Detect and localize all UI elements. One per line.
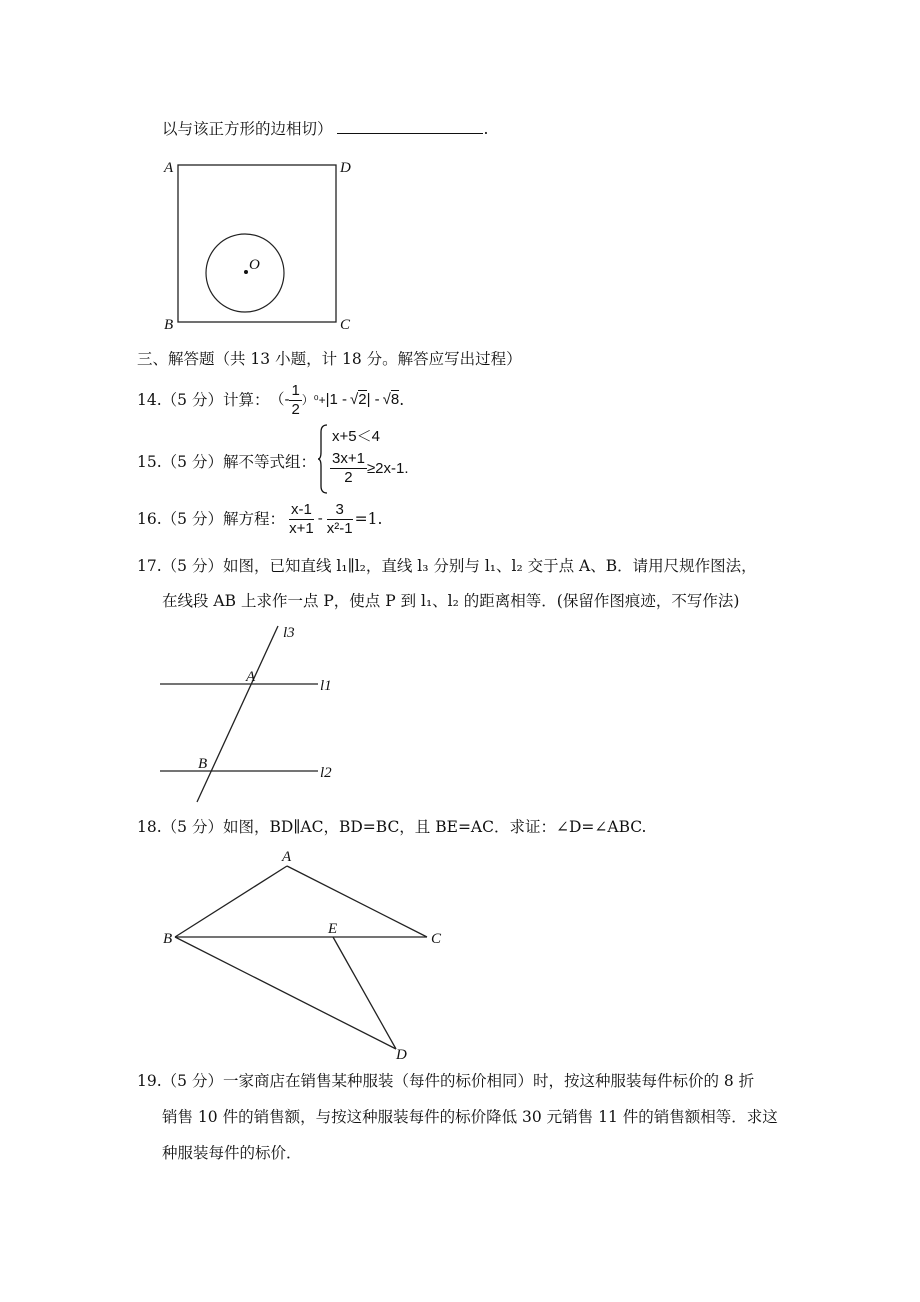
q14-abs-left: |1 -	[325, 391, 348, 408]
line-l3	[197, 626, 278, 802]
label-B: B	[164, 317, 174, 333]
q15-fraction	[330, 450, 367, 487]
q19-line1: 19.（5 分）一家商店在销售某种服装（每件的标价相同）时，按这种服装每件标价的 8 折	[137, 1072, 755, 1090]
label-A: A	[282, 849, 292, 865]
label-D: D	[396, 1047, 407, 1063]
q18-text: 18.（5 分）如图，BD∥AC，BD=BC，且 BE=AC．求证：∠D=∠ABC.	[137, 818, 647, 836]
q13-tail-text: 以与该正方形的边相切）	[162, 120, 333, 138]
q16-fraction2	[327, 501, 353, 538]
q14-root2: 2	[358, 391, 367, 408]
q15-label: 15.（5 分）解不等式组：	[137, 453, 316, 471]
segment-BA	[175, 866, 287, 937]
q19-line3: 种服装每件的标价．	[162, 1144, 302, 1162]
answer-blank	[337, 119, 483, 134]
q16-label: 16.（5 分）解方程：	[137, 510, 285, 528]
figure-triangles	[160, 845, 450, 1065]
q15-num: 3x+1	[332, 450, 365, 467]
question-16	[137, 497, 382, 541]
q14-end: .	[399, 391, 405, 409]
label-B: B	[198, 756, 208, 772]
label-C: C	[340, 317, 351, 333]
square	[178, 165, 336, 322]
q14-abs-right: | -	[366, 391, 380, 408]
q16-num2: 3	[327, 501, 353, 520]
label-E: E	[328, 921, 338, 937]
q15-line1: x+5＜4	[332, 428, 380, 445]
q14-den: 2	[291, 400, 300, 418]
q16-den2: x²-1	[326, 519, 353, 537]
segment-ED	[333, 937, 396, 1049]
section-title: 三、解答题（共 13 小题，计 18 分。解答应写出过程）	[137, 350, 522, 368]
q13-tail-end: .	[483, 120, 489, 138]
label-l1: l1	[320, 678, 332, 694]
q15-rest: ≥2x-1	[366, 460, 405, 477]
q17-line1: 17.（5 分）如图，已知直线 l₁∥l₂，直线 l₃ 分别与 l₁、l₂ 交于点 A、B．请用尺规作图法，	[137, 557, 757, 575]
segment-BD	[175, 937, 396, 1049]
q15-end: .	[404, 460, 409, 477]
label-C: C	[431, 931, 442, 947]
label-O: O	[249, 257, 260, 273]
question-14: 14.（5 分）计算： （- $\frac{1}{2}$ ）⁰+ |1 - √2 | - √8 .	[137, 381, 405, 418]
q13-tail	[162, 119, 488, 139]
q16-fraction1	[289, 501, 314, 538]
q14-label: 14.（5 分）计算：	[137, 391, 270, 409]
q16-minus: -	[317, 510, 323, 527]
q14-neg: （-	[269, 391, 290, 408]
figure-square-circle	[160, 155, 360, 335]
center-point	[244, 270, 248, 274]
q16-den1: x+1	[289, 519, 314, 537]
q14-fraction	[289, 382, 301, 419]
q16-eq: =1.	[354, 510, 383, 528]
q14-num: 1	[291, 381, 300, 399]
segment-AC	[287, 866, 427, 937]
figure-parallel-lines	[155, 618, 355, 808]
q17-line2: 在线段 AB 上求作一点 P，使点 P 到 l₁、l₂ 的距离相等．(保留作图痕迹，不写作法)	[162, 592, 740, 610]
q16-num1: x-1	[290, 500, 312, 518]
brace	[318, 424, 328, 494]
q15-den: 2	[344, 469, 353, 486]
label-B: B	[163, 931, 173, 947]
label-A: A	[164, 160, 174, 176]
q19-line2: 销售 10 件的销售额，与按这种服装每件的标价降低 30 元销售 11 件的销售额相等．求这	[162, 1108, 778, 1126]
label-D: D	[340, 160, 351, 176]
q15-line2	[330, 450, 409, 487]
label-l3: l3	[283, 625, 295, 641]
q14-root8: 8	[390, 391, 400, 408]
label-l2: l2	[320, 765, 332, 781]
label-A: A	[246, 669, 256, 685]
q14-pow: ）⁰+	[301, 393, 326, 407]
